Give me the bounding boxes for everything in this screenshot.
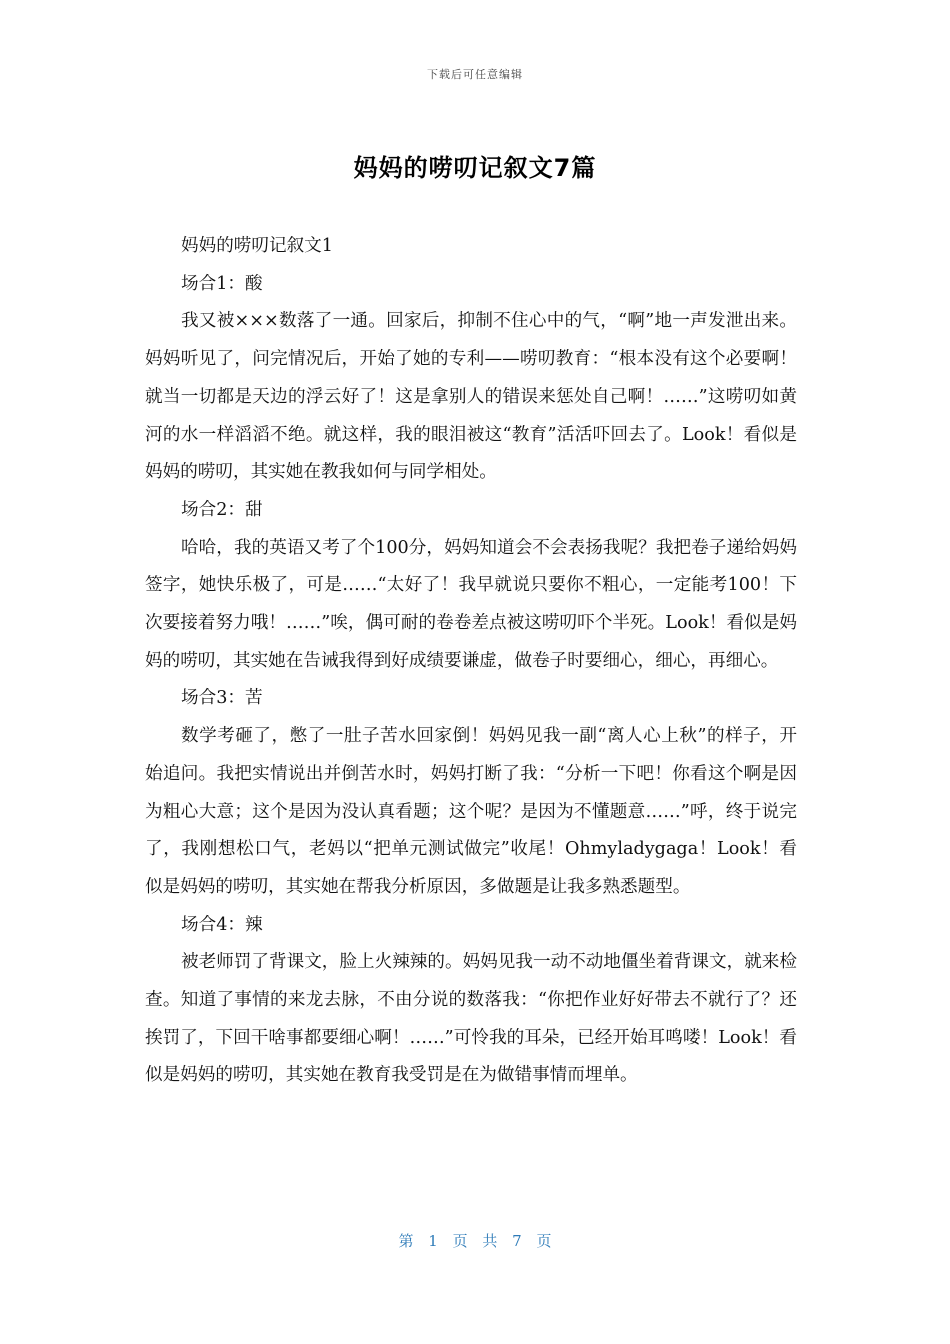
document-body [145,228,797,1095]
subheading-bitter: 场合3：苦 [181,688,263,709]
paragraph: 我又被×××数落了一通。回家后，抑制不住心中的气，“啊”地一声发泄出来。妈妈听见了，问完情况后，开始了她的专利——唠叨教育：“根本没有这个必要啊！就当一切都是天边的浮云好了！这是拿别人的错误来惩处自己啊！……”这唠叨如黄河的水一样滔滔不绝。就这样，我的眼泪被这“教育”活活吓回去了。Look！看似是妈妈的唠叨，其实她在教我如何与同学相处。 [145,311,797,483]
page-header: 下载后可任意编辑 [427,68,523,81]
paragraph: 数学考砸了，憋了一肚子苦水回家倒！妈妈见我一副“离人心上秋”的样子，开始追问。我把实情说出并倒苦水时，妈妈打断了我：“分析一下吧！你看这个啊是因为粗心大意；这个是因为没认真看题；这个呢？是因为不懂题意……”呼，终于说完了，我刚想松口气，老妈以“把单元测试做完”收尾！Ohmyladygaga！Look！看似是妈妈的唠叨，其实她在帮我分析原因，多做题是让我多熟悉题型。 [145,726,797,897]
paragraph: 被老师罚了背课文，脸上火辣辣的。妈妈见我一动不动地僵坐着背课文，就来检查。知道了事情的来龙去脉，不由分说的数落我：“你把作业好好带去不就行了？还挨罚了，下回干啥事都要细心啊！……”可怜我的耳朵，已经开始耳鸣喽！Look！看似是妈妈的唠叨，其实她在教育我受罚是在为做错事情而埋单。 [145,952,797,1086]
document-title: 妈妈的唠叨记叙文7篇 [353,154,597,182]
page-number: 第 1 页 共 7 页 [398,1232,552,1250]
section-heading: 妈妈的唠叨记叙文1 [181,236,333,256]
subheading-spicy: 场合4：辣 [181,914,263,935]
subheading-sweet: 场合2：甜 [181,499,263,520]
paragraph: 哈哈，我的英语又考了个100分，妈妈知道会不会表扬我呢？我把卷子递给妈妈签字，她快乐极了，可是……“太好了！我早就说只要你不粗心，一定能考100！下次要接着努力哦！……”唉，偶可耐的卷卷差点被这唠叨吓个半死。Look！看似是妈妈的唠叨，其实她在告诫我得到好成绩要谦虚，做卷子时要细心，细心，再细心。 [145,537,797,671]
subheading-sour: 场合1：酸 [181,273,263,294]
